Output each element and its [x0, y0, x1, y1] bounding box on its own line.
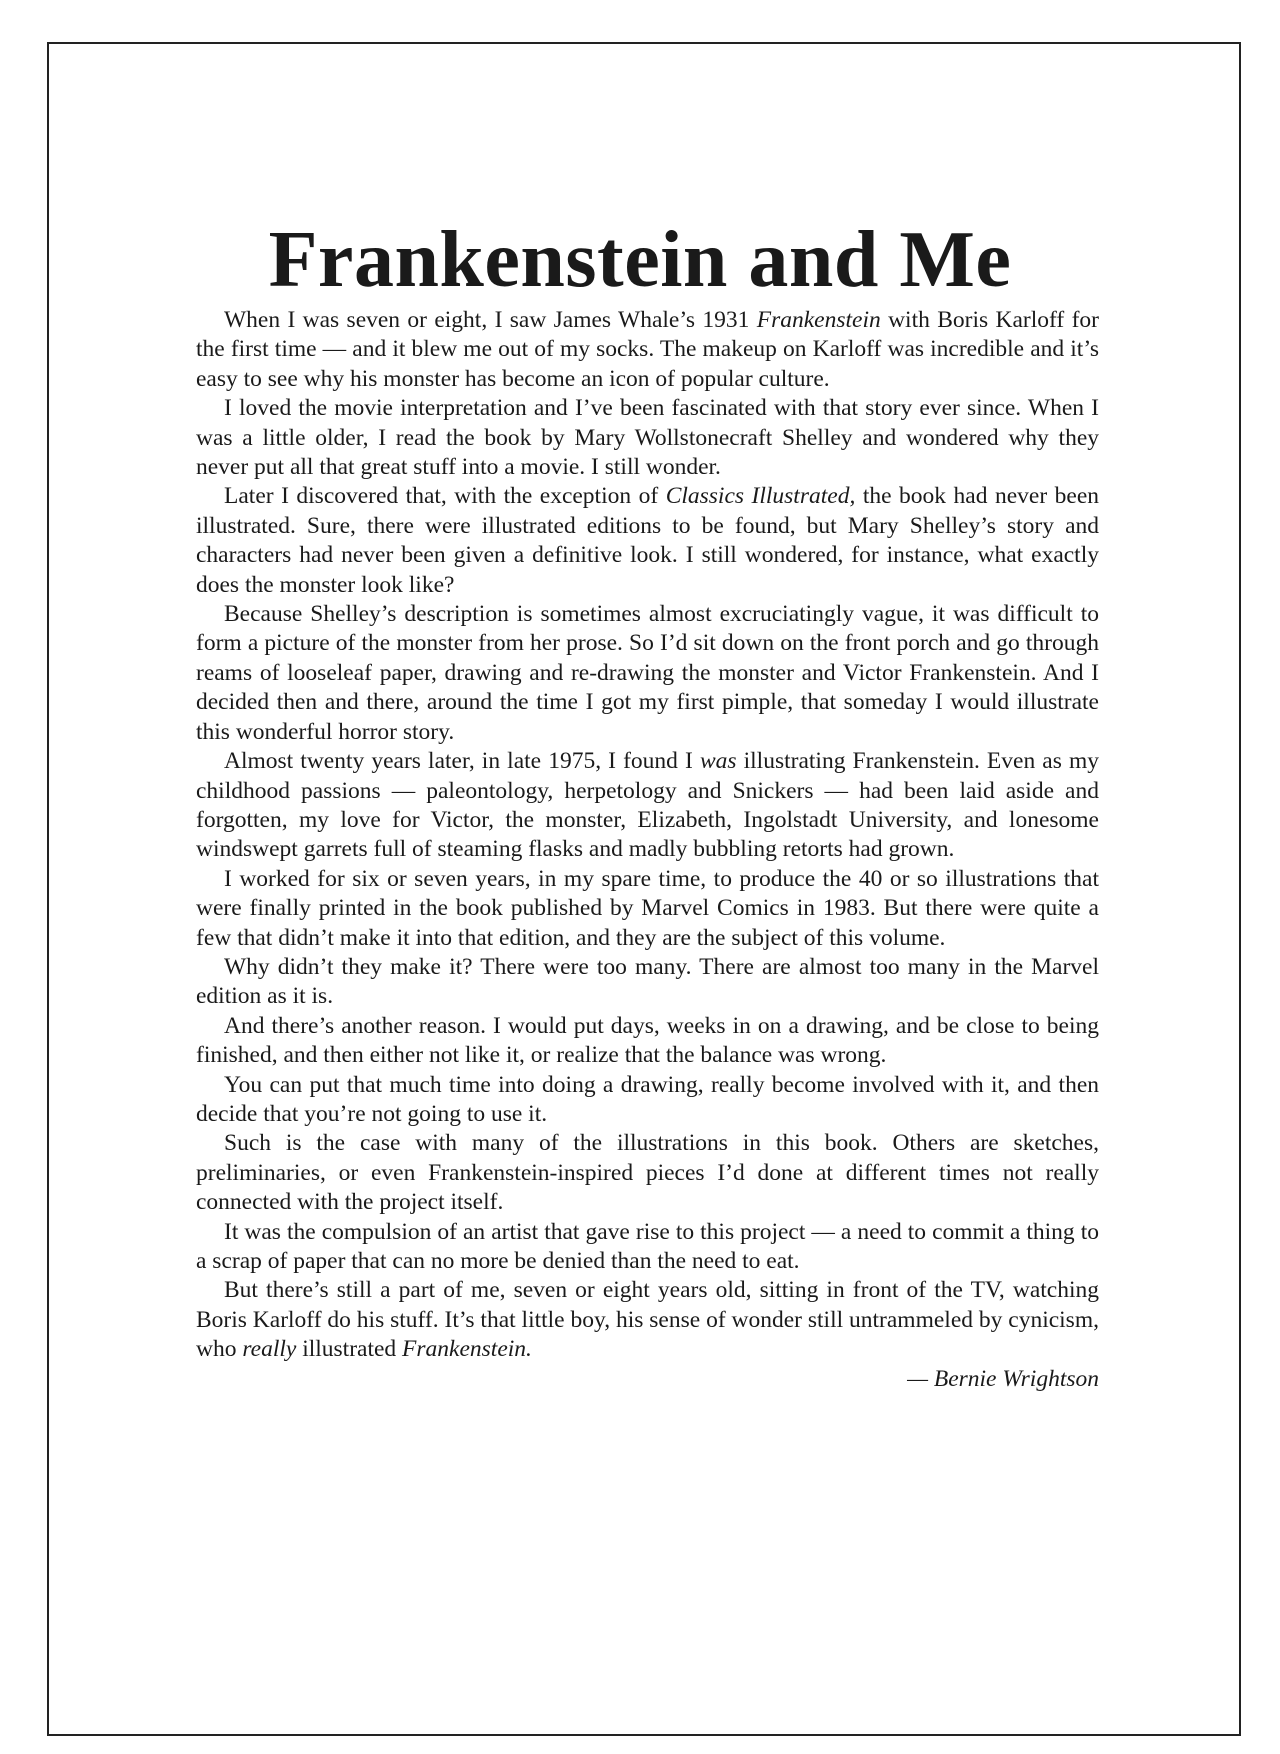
text-run: illustrated — [296, 1336, 403, 1363]
text-run: illustrating Frankenstein. Even as my childhood passions — paleontology, herpetology and Snickers — had been laid aside and forgotten, my love for Victor, the monster, Elizabeth, Ingolstadt University, and lonesome windswept garrets full of steaming flasks and madly bubbling retorts had grown. — [196, 748, 1099, 863]
essay-body — [196, 306, 1099, 1394]
italic-run: really — [242, 1336, 297, 1363]
text-run: I loved the movie interpretation and I’ve been fascinated with that story ever since. When I was a little older, I read the book by Mary Wollstonecraft Shelley and wondered why they never put all that great stuff into a movie. I still wonder. — [196, 395, 1099, 481]
text-run: When I was seven or eight, I saw James Whale’s 1931 — [224, 307, 757, 333]
essay-paragraph — [196, 747, 1099, 865]
text-run: It was the compulsion of an artist that gave rise to this project — a need to commit a thing to a scrap of paper that can no more be denied than the need to eat. — [196, 1218, 1099, 1274]
text-run: But there’s still a part of me, seven or eight years old, sitting in front of the TV, watching Boris Karloff do his stuff. It’s that little boy, his sense of wonder still untrammeled by cynicism, who — [196, 1277, 1099, 1363]
text-run: Almost twenty years later, in late 1975, I found I — [224, 748, 700, 775]
author-signature: — Bernie Wrightson — [907, 1365, 1099, 1392]
text-run: with Boris Karloff for the first time — and it blew me out of my socks. The makeup on Karloff was incredible and it’s easy to see why his monster has become an icon of popular culture. — [196, 307, 1099, 392]
italic-run: Frankenstein. — [402, 1336, 532, 1363]
essay-paragraph — [196, 865, 1099, 953]
text-run: You can put that much time into doing a drawing, really become involved with it, and then decide that you’re not going to use it. — [196, 1071, 1099, 1127]
text-run: the book had never been illustrated. Sure, there were illustrated editions to be found, but Mary Shelley’s story and characters had never been given a definitive look. I still wondered, for instance, what exactly does the monster look like? — [196, 483, 1099, 598]
essay-paragraph — [196, 394, 1099, 482]
text-run: Such is the case with many of the illustrations in this book. Others are sketches, preliminaries, or even Frankenstein-inspired pieces I’d done at different times not really connected with the project itself. — [196, 1130, 1099, 1216]
essay-paragraph — [196, 1276, 1099, 1364]
text-run: I worked for six or seven years, in my spare time, to produce the 40 or so illustrations that were finally printed in the book published by Marvel Comics in 1983. But there were quite a few that didn’t make it into that edition, and they are the subject of this volume. — [196, 865, 1099, 951]
text-run: Later I discovered that, with the exception of — [224, 483, 666, 510]
italic-run: was — [699, 748, 737, 775]
essay-paragraph — [196, 600, 1099, 747]
page-title: Frankenstein and Me — [268, 216, 1012, 304]
text-run: And there’s another reason. I would put days, weeks in on a drawing, and be close to being finished, and then either not like it, or realize that the balance was wrong. — [196, 1012, 1099, 1069]
essay-paragraph — [196, 306, 1099, 394]
essay-paragraph — [196, 482, 1099, 600]
italic-run: Frankenstein — [756, 307, 881, 333]
essay-paragraphs — [196, 306, 1099, 1365]
text-run: Because Shelley’s description is sometimes almost excruciatingly vague, it was difficult to form a picture of the monster from her prose. So I’d sit down on the front porch and go through reams of looseleaf paper, drawing and re-drawing the monster and Victor Frankenstein. And I decided then and there, around the time I got my first pimple, that someday I would illustrate this wonderful horror story. — [196, 601, 1099, 745]
essay-paragraph — [196, 1071, 1099, 1130]
italic-run: Classics Illustrated, — [665, 483, 856, 510]
essay-paragraph — [196, 1012, 1099, 1071]
essay-paragraph — [196, 1218, 1099, 1277]
text-run: Why didn’t they make it? There were too many. There are almost too many in the Marvel edition as it is. — [196, 953, 1099, 1010]
essay-paragraph — [196, 1129, 1099, 1217]
essay-paragraph — [196, 953, 1099, 1012]
